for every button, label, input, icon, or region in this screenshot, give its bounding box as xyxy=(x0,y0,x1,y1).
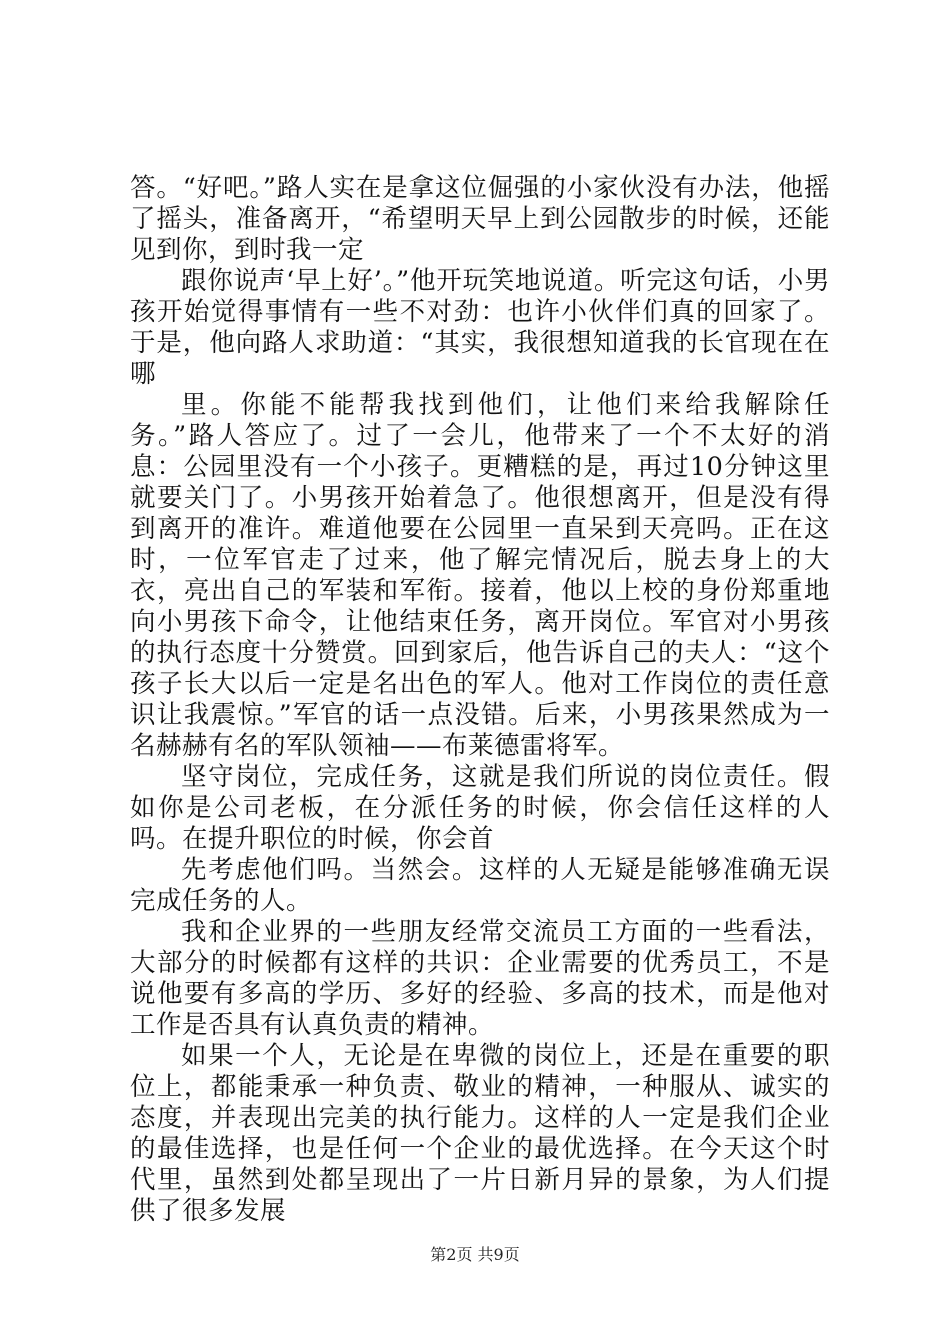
document-body xyxy=(130,173,830,1227)
paragraph-3: 里。你能不能帮我找到他们，让他们来给我解除任务。”路人答应了。过了一会儿，他带来了一个不太好的消息：公园里没有一个小孩子。更糟糕的是，再过10分钟这里就要关门了。小男孩开始着急了。他很想离开，但是没有得到离开的准许。难道他要在公园里一直呆到天亮吗。正在这时，一位军官走了过来，他了解完情况后，脱去身上的大衣，亮出自己的军装和军衔。接着，他以上校的身份郑重地向小男孩下命令，让他结束任务，离开岗位。军官对小男孩的执行态度十分赞赏。回到家后，他告诉自己的夫人：“这个孩子长大以后一定是名出色的军人。他对工作岗位的责任意识让我震惊。”军官的话一点没错。后来，小男孩果然成为一名赫赫有名的军队领袖——布莱德雷将军。 xyxy=(130,390,830,761)
paragraph-2: 跟你说声‘早上好’。”他开玩笑地说道。听完这句话，小男孩开始觉得事情有一些不对劲：也许小伙伴们真的回家了。于是，他向路人求助道：“其实，我很想知道我的长官现在在哪 xyxy=(130,266,830,389)
paragraph-5: 先考虑他们吗。当然会。这样的人无疑是能够准确无误完成任务的人。 xyxy=(130,855,830,916)
page-number-label: 第2页 共9页 xyxy=(430,1245,520,1264)
paragraph-6: 我和企业界的一些朋友经常交流员工方面的一些看法，大部分的时候都有这样的共识：企业需要的优秀员工，不是说他要有多高的学历、多好的经验、多高的技术，而是他对工作是否具有认真负责的精神。 xyxy=(130,917,830,1040)
paragraph-1: 答。“好吧。”路人实在是拿这位倔强的小家伙没有办法，他摇了摇头，准备离开，“希望明天早上到公园散步的时候，还能见到你，到时我一定 xyxy=(130,173,830,265)
paragraph-4: 坚守岗位，完成任务，这就是我们所说的岗位责任。假如你是公司老板，在分派任务的时候，你会信任这样的人吗。在提升职位的时候，你会首 xyxy=(130,762,830,854)
page-footer xyxy=(0,1245,950,1265)
paragraph-7: 如果一个人，无论是在卑微的岗位上，还是在重要的职位上，都能秉承一种负责、敬业的精神，一种服从、诚实的态度，并表现出完美的执行能力。这样的人一定是我们企业的最佳选择，也是任何一个企业的最优选择。在今天这个时代里，虽然到处都呈现出了一片日新月异的景象，为人们提供了很多发展 xyxy=(130,1041,830,1226)
